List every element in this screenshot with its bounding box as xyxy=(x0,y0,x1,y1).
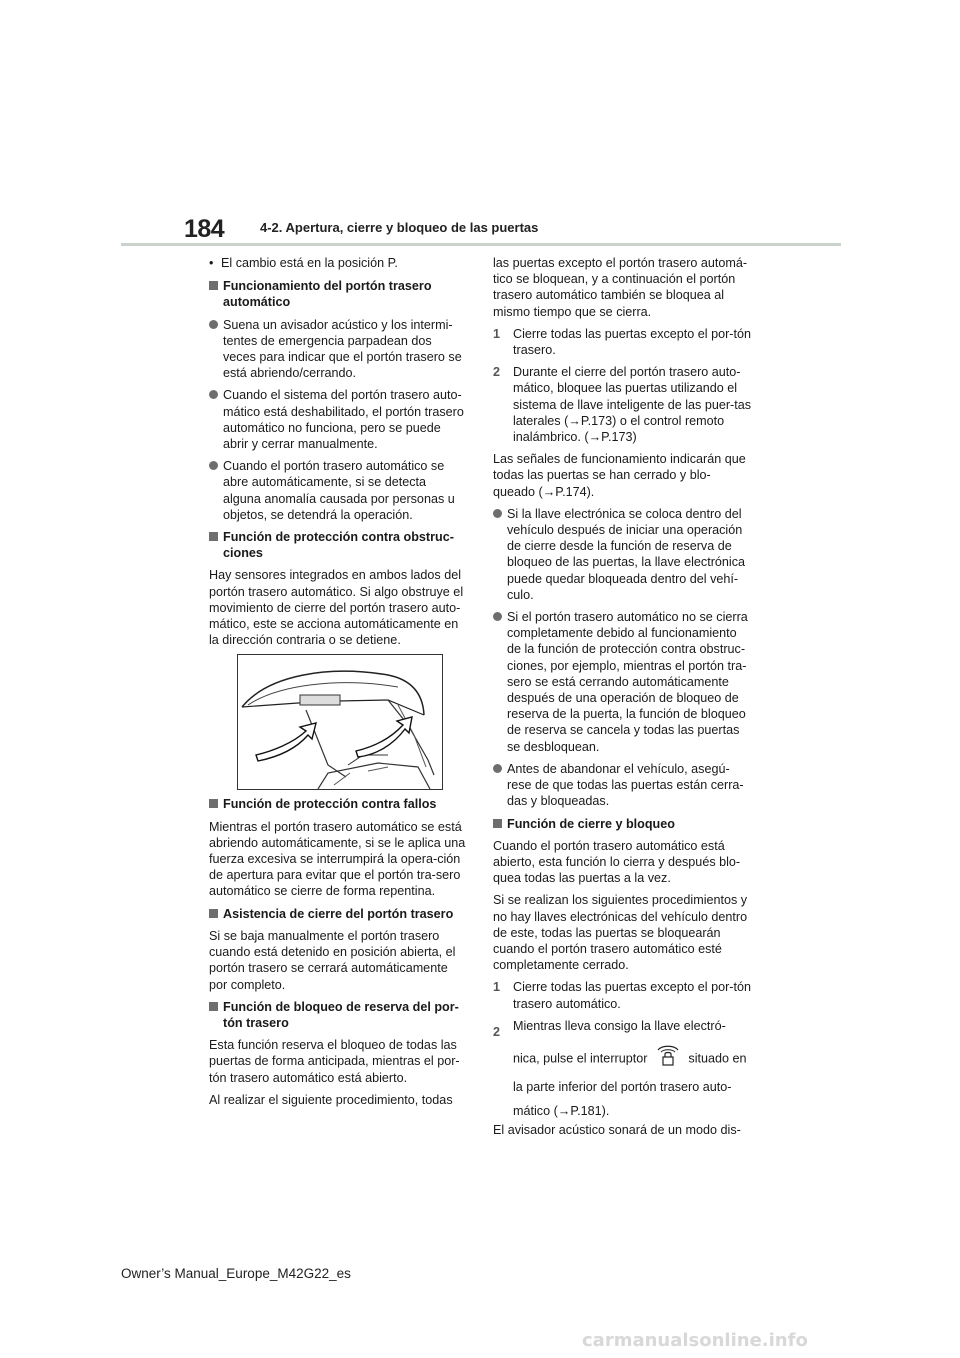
list-item: • El cambio está en la posición P. xyxy=(209,255,467,271)
section-title: 4-2. Apertura, cierre y bloqueo de las puertas xyxy=(260,220,539,235)
note-item: Antes de abandonar el vehículo, asegú-rese de que todas las puertas están cerra-das y bloqueadas. xyxy=(493,761,751,810)
paragraph: Las señales de funcionamiento indicarán que todas las puertas se han cerrado y blo-queado (→P.174). xyxy=(493,452,746,499)
header-rule xyxy=(121,243,841,246)
tailgate-drawing xyxy=(238,655,442,789)
paragraph: las puertas excepto el portón trasero automá-tico se bloquean, y a continuación el portón trasero automático también se bloquea al mismo tiempo que se cierra. xyxy=(493,256,748,319)
paragraph: Mientras el portón trasero automático se está abriendo automáticamente, si se le aplica una fuerza excesiva se interrumpirá la opera-ción de apertura para evitar que el portón tra-sero automático se cierre de forma repentina. xyxy=(209,819,466,899)
paragraph: Si se baja manualmente el portón trasero cuando está detenido en posición abierta, el portón trasero se cerrará automáticamente por completo. xyxy=(209,928,456,992)
paragraph: Si se realizan los siguientes procedimientos y no hay llaves electrónicas del vehículo dentro de este, todas las puertas se bloquearán cuando el portón trasero automático esté completamente cerrado. xyxy=(493,893,748,973)
paragraph: Hay sensores integrados en ambos lados del portón trasero automático. Si algo obstruye el movimiento de cierre del portón trasero auto-mático, este se acciona automáticamente en la dirección contraria o se detiene. xyxy=(209,568,464,648)
step-number: 2 xyxy=(493,365,501,380)
right-column xyxy=(493,255,751,1144)
page-number: 184 xyxy=(184,215,225,243)
watermark-text: carmanualsonline.info xyxy=(582,1330,808,1350)
step-item xyxy=(493,1018,751,1122)
step-text: la parte inferior del portón trasero auto- xyxy=(513,1079,732,1094)
step-text: mático (→P.181). xyxy=(513,1103,610,1118)
step-item xyxy=(493,326,751,358)
step-text-line xyxy=(513,1044,751,1074)
step-number: 1 xyxy=(493,980,501,995)
step-number: 2 xyxy=(493,1024,501,1039)
paragraph: Cuando el portón trasero automático está abierto, esta función lo cierra y después blo-quea todas las puertas a la vez. xyxy=(493,838,741,886)
step-text: Durante el cierre del portón trasero auto-mático, bloquee las puertas utilizando el sistema de llave inteligente de las puer-tas laterales (→P.173) o el control remoto inalámbrico. (→P.173) xyxy=(513,365,752,445)
tailgate-sensor-illustration xyxy=(237,654,443,790)
paragraph: El avisador acústico sonará de un modo dis- xyxy=(493,1122,741,1137)
heading-power-tailgate: Funcionamiento del portón trasero automático xyxy=(209,278,467,310)
heading-reservation-lock: Función de bloqueo de reserva del por-tón trasero xyxy=(209,999,467,1031)
step-text: nica, pulse el interruptor xyxy=(513,1051,648,1066)
left-column xyxy=(209,255,467,1114)
note-item: Si el portón trasero automático no se cierra completamente debido al funcionamiento de la función de protección contra obstruc-ciones, por ejemplo, mientras el portón tra-sero se está cerrando automáticamente después de una operación de bloqueo de reserva de la puerta, la función de bloqueo de reserva se cancela y todas las puertas se desbloquean. xyxy=(493,609,751,755)
lock-switch-icon xyxy=(654,1044,682,1074)
step-number: 1 xyxy=(493,326,501,341)
heading-close-assist: Asistencia de cierre del portón trasero xyxy=(209,906,467,922)
step-item xyxy=(493,364,751,445)
footer-manual-id: Owner’s Manual_Europe_M42G22_es xyxy=(121,1266,351,1281)
paragraph: Esta función reserva el bloqueo de todas las puertas de forma anticipada, mientras el por-tón trasero automático está abierto. xyxy=(209,1038,460,1085)
heading-jam-protection: Función de protección contra obstruc-ciones xyxy=(209,529,467,561)
watermark-logo xyxy=(582,1330,912,1350)
note-item: Cuando el sistema del portón trasero auto-mático está deshabilitado, el portón trasero automático no funciona, pero se puede abrir y cerrar manualmente. xyxy=(209,387,467,452)
note-item: Cuando el portón trasero automático se abre automáticamente, si se detecta alguna anomalía causada por personas u objetos, se detendrá la operación. xyxy=(209,458,467,523)
step-text: Cierre todas las puertas excepto el por-tón trasero. xyxy=(513,326,752,358)
step-text: Mientras lleva consigo la llave electró- xyxy=(513,1018,726,1033)
paragraph: Al realizar el siguiente procedimiento, todas xyxy=(209,1092,453,1107)
heading-close-and-lock: Función de cierre y bloqueo xyxy=(493,816,751,832)
note-item: Suena un avisador acústico y los intermi-tentes de emergencia parpadean dos veces para indicar que el portón trasero se está abriendo/cerrando. xyxy=(209,317,467,382)
note-item: Si la llave electrónica se coloca dentro del vehículo después de iniciar una operación de cierre desde la función de reserva de bloqueo de las puertas, la llave electrónica puede quedar bloqueada dentro del vehí-culo. xyxy=(493,506,751,603)
step-text: Cierre todas las puertas excepto el por-tón trasero automático. xyxy=(513,980,752,1011)
step-item xyxy=(493,979,751,1011)
heading-fail-safe: Función de protección contra fallos xyxy=(209,796,467,812)
step-text: situado en xyxy=(688,1051,747,1066)
